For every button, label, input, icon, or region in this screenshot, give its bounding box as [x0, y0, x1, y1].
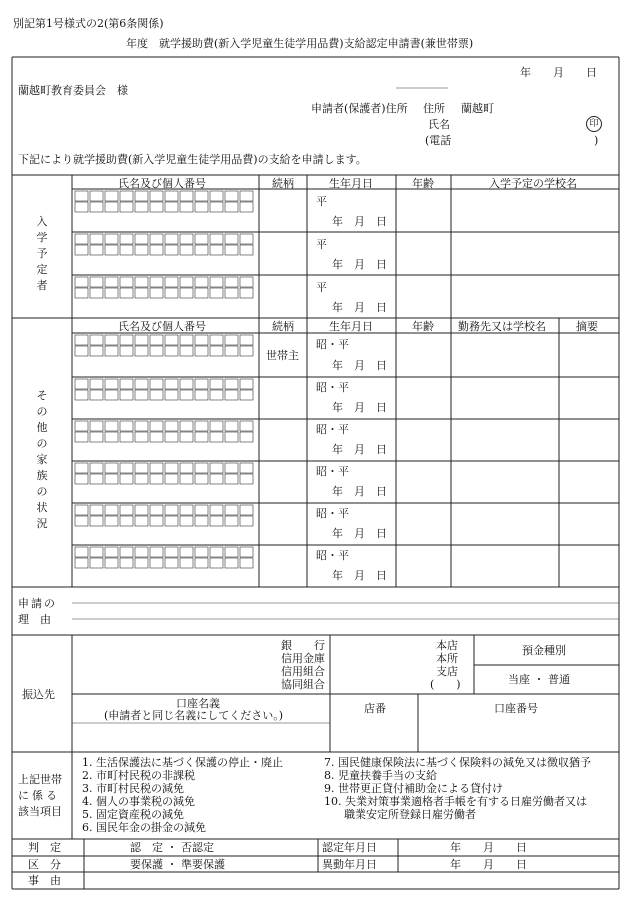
category-item[interactable]: 3. 市町村民税の減免	[82, 782, 184, 795]
date-units: 年 月 日	[332, 527, 387, 540]
account-number-label: 口座番号	[494, 702, 538, 715]
phone-close: )	[594, 134, 599, 147]
judgement-label: 判 定	[28, 841, 61, 854]
change-date: 年 月 日	[450, 858, 527, 871]
entrant-header-age: 年齢	[412, 177, 434, 190]
form-title: 年度 就学援助費(新入学児童生徒学用品費)支給認定申請書(兼世帯票)	[126, 37, 474, 50]
head-of-household-label: 世帯主	[266, 349, 299, 362]
inst-type-bank: 銀 行	[281, 639, 325, 652]
addressee: 蘭越町教育委員会 様	[18, 84, 128, 97]
era-label: 平	[316, 195, 327, 208]
deposit-type-options[interactable]: 当座 ・ 普通	[508, 673, 570, 686]
applicant-address-label: 申請者(保護者)住所	[311, 102, 408, 115]
individual-number-boxes[interactable]	[75, 234, 253, 255]
era-label: 昭・平	[316, 549, 349, 562]
form-number: 別記第1号様式の2(第6条関係)	[13, 17, 164, 30]
category-item[interactable]: 10. 失業対策事業適格者手帳を有する日雇労働者又は	[324, 795, 587, 808]
individual-number-boxes[interactable]	[75, 379, 253, 400]
cert-date: 年 月 日	[450, 841, 527, 854]
reason-input[interactable]	[74, 589, 617, 633]
date-units: 年 月 日	[332, 258, 387, 271]
family-header-name: 氏名及び個人番号	[118, 320, 206, 333]
cert-date-label: 認定年月日	[322, 841, 377, 854]
family-header-relation: 続柄	[272, 320, 294, 333]
account-name-note: (申請者と同じ名義にしてください。)	[104, 709, 284, 722]
category-label-line3: 該当項目	[18, 805, 62, 818]
individual-number-boxes[interactable]	[75, 335, 253, 356]
category-label-line1: 上記世帯	[18, 773, 62, 786]
category-item[interactable]: 4. 個人の事業税の減免	[82, 795, 195, 808]
entrant-header-school: 入学予定の学校名	[489, 177, 577, 190]
bank-section-label: 振込先	[22, 688, 55, 701]
entrant-header-relation: 続柄	[272, 177, 294, 190]
application-date: 年 月 日	[520, 66, 597, 79]
judgement-options[interactable]: 認 定 ・ 否認定	[130, 841, 214, 854]
account-name-label: 口座名義	[176, 697, 220, 710]
date-units: 年 月 日	[332, 443, 387, 456]
phone-label: (電話	[425, 134, 452, 147]
family-header-birthdate: 生年月日	[329, 320, 373, 333]
branch-type-branch: 支店	[436, 665, 458, 678]
date-units: 年 月 日	[332, 401, 387, 414]
reason-label-line2: 理 由	[18, 613, 51, 626]
branch-type-other: ( )	[430, 678, 461, 691]
family-section-label: その他の家族の状況	[36, 389, 48, 530]
era-label: 昭・平	[316, 423, 349, 436]
address-label: 住所	[423, 102, 445, 115]
category-item[interactable]: 8. 児童扶養手当の支給	[324, 769, 437, 782]
branch-type-office: 本所	[436, 652, 458, 665]
decision-reason-label: 事 由	[28, 874, 61, 887]
change-date-label: 異動年月日	[322, 858, 377, 871]
family-header-workplace: 勤務先又は学校名	[458, 320, 546, 333]
name-label: 氏名	[428, 118, 450, 131]
date-units: 年 月 日	[332, 215, 387, 228]
reason-label-line1: 申請の	[18, 597, 57, 610]
seal-mark: 印	[586, 116, 602, 132]
family-header-remarks: 摘要	[576, 320, 598, 333]
class-label: 区 分	[28, 858, 61, 871]
inst-type-shinkumi: 信用組合	[281, 665, 325, 678]
era-label: 平	[316, 238, 327, 251]
category-item[interactable]: 2. 市町村民税の非課税	[82, 769, 195, 782]
entrant-section-label: 入学予定者	[36, 215, 48, 292]
era-label: 平	[316, 281, 327, 294]
inst-type-kyodo: 協同組合	[281, 678, 325, 691]
category-item-continued: 職業安定所登録日雇労働者	[344, 808, 476, 821]
individual-number-boxes[interactable]	[75, 463, 253, 484]
category-item[interactable]: 6. 国民年金の掛金の減免	[82, 821, 206, 834]
date-units: 年 月 日	[332, 485, 387, 498]
family-header-age: 年齢	[412, 320, 434, 333]
entrant-header-name: 氏名及び個人番号	[118, 177, 206, 190]
application-statement: 下記により就学援助費(新入学児童生徒学用品費)の支給を申請します。	[18, 153, 367, 166]
branch-type-main: 本店	[436, 639, 458, 652]
branch-number-label: 店番	[364, 702, 386, 715]
era-label: 昭・平	[316, 507, 349, 520]
era-label: 昭・平	[316, 465, 349, 478]
category-item[interactable]: 9. 世帯更正貸付補助金による貸付け	[324, 782, 503, 795]
address-value: 蘭越町	[461, 102, 494, 115]
individual-number-boxes[interactable]	[75, 547, 253, 568]
individual-number-boxes[interactable]	[75, 505, 253, 526]
era-label: 昭・平	[316, 338, 349, 351]
date-units: 年 月 日	[332, 301, 387, 314]
deposit-type-label: 預金種別	[522, 644, 566, 657]
category-label-line2: に係る	[18, 789, 60, 802]
date-units: 年 月 日	[332, 359, 387, 372]
individual-number-boxes[interactable]	[75, 421, 253, 442]
category-item[interactable]: 1. 生活保護法に基づく保護の停止・廃止	[82, 756, 283, 769]
category-item[interactable]: 5. 固定資産税の減免	[82, 808, 184, 821]
inst-type-shinkin: 信用金庫	[281, 652, 325, 665]
class-options[interactable]: 要保護 ・ 準要保護	[130, 858, 225, 871]
era-label: 昭・平	[316, 381, 349, 394]
category-item[interactable]: 7. 国民健康保険法に基づく保険料の減免又は徴収猶予	[324, 756, 591, 769]
individual-number-boxes[interactable]	[75, 277, 253, 298]
date-units: 年 月 日	[332, 569, 387, 582]
individual-number-boxes[interactable]	[75, 191, 253, 212]
entrant-header-birthdate: 生年月日	[329, 177, 373, 190]
